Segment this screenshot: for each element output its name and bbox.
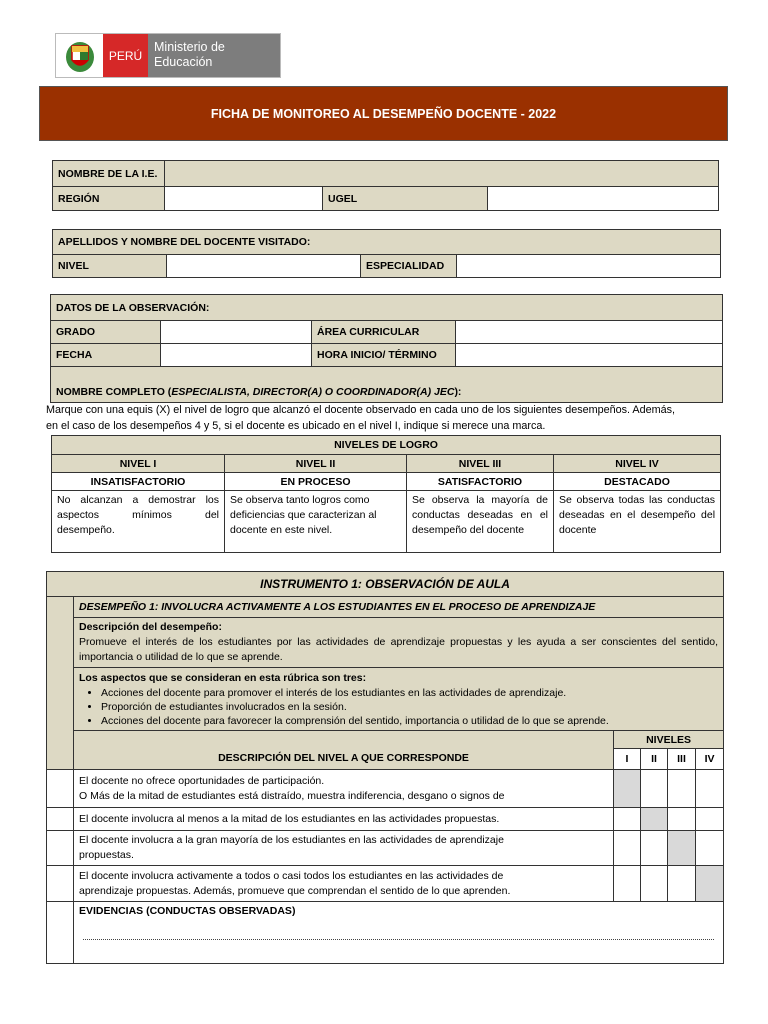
minedu-logo bbox=[55, 33, 281, 78]
evidencias-label: EVIDENCIAS (CONDUCTAS OBSERVADAS) bbox=[79, 905, 296, 917]
grado-label: GRADO bbox=[51, 321, 161, 344]
row-2-nivel-iv-checkbox[interactable] bbox=[696, 808, 724, 831]
row-3-line-1: El docente involucra a la gran mayoría de los estudiantes en las actividades de aprendizaje bbox=[79, 834, 504, 846]
row-4-nivel-iv-checkbox[interactable] bbox=[696, 866, 724, 902]
ministry-line-1: Ministerio de bbox=[154, 40, 225, 54]
nivel-2-header: NIVEL II bbox=[225, 455, 407, 473]
ministry-line-2: Educación bbox=[154, 55, 213, 69]
row-3-nivel-i-checkbox[interactable] bbox=[614, 831, 641, 866]
nivel-4-desc: Se observa todas las conductas deseadas en el desempeño del docente bbox=[554, 491, 721, 553]
niveles-logro-table bbox=[51, 435, 721, 553]
row-4-line-2: aprendizaje propuestas. Además, promueve que comprendan el sentido de lo que aprenden. bbox=[79, 884, 511, 897]
row-2-nivel-ii-checkbox[interactable] bbox=[641, 808, 668, 831]
aspecto-item: • Acciones del docente para favorecer la comprensión del sentido, importancia o utilidad de lo que se aprende. bbox=[101, 714, 718, 728]
nivel-2-nombre: EN PROCESO bbox=[225, 473, 407, 491]
ie-table bbox=[52, 160, 719, 211]
instrumento-table bbox=[46, 571, 724, 964]
row-3-desc bbox=[74, 831, 614, 866]
nombre-completo-label bbox=[51, 367, 723, 403]
row-spacer bbox=[47, 770, 74, 808]
row-3-line-2: propuestas. bbox=[79, 849, 134, 861]
nombre-completo-suffix: ): bbox=[454, 386, 462, 398]
row-spacer bbox=[47, 902, 74, 964]
evidencias-dotted-line bbox=[83, 939, 714, 940]
table-row bbox=[47, 866, 724, 902]
docente-table bbox=[52, 229, 721, 278]
row-spacer bbox=[47, 808, 74, 831]
row-1-nivel-iii-checkbox[interactable] bbox=[668, 770, 696, 808]
instrumento-title bbox=[47, 572, 724, 597]
nivel-3-nombre: SATISFACTORIO bbox=[407, 473, 554, 491]
nivel-2-desc: Se observa tanto logros como deficiencias que caracterizan al docente en este nivel. bbox=[225, 491, 407, 553]
row-4-nivel-ii-checkbox[interactable] bbox=[641, 866, 668, 902]
nivel-field[interactable] bbox=[167, 255, 361, 278]
row-4-desc bbox=[74, 866, 614, 902]
row-1-nivel-iv-checkbox[interactable] bbox=[696, 770, 724, 808]
nivel-1-desc: No alcanzan a demostrar los aspectos mínimos del desempeño. bbox=[52, 491, 225, 553]
row-1-nivel-i-checkbox[interactable] bbox=[614, 770, 641, 808]
row-2-nivel-iii-checkbox[interactable] bbox=[668, 808, 696, 831]
instruction-line-2: en el caso de los desempeños 4 y 5, si el docente es ubicado en el nivel I, indique si merece una marca. bbox=[46, 420, 546, 432]
row-4-line-1: El docente involucra activamente a todos o casi todos los estudiantes en las actividades de bbox=[79, 869, 504, 882]
coat-of-arms-icon bbox=[56, 34, 103, 77]
area-label: ÁREA CURRICULAR bbox=[312, 321, 456, 344]
nivel-4-header: NIVEL IV bbox=[554, 455, 721, 473]
nivel-label: NIVEL bbox=[53, 255, 167, 278]
hora-field[interactable] bbox=[456, 344, 723, 367]
niveles-col-ii: II bbox=[641, 749, 668, 770]
table-row bbox=[47, 831, 724, 866]
descripcion-desempeno bbox=[74, 618, 724, 668]
descripcion-text: Promueve el interés de los estudiantes por las actividades de aprendizaje propuestas y les ayuda a ser conscientes del sentido, importancia o utilidad de lo que se aprende. bbox=[79, 636, 719, 663]
instrumento-title-text: INSTRUMENTO 1: OBSERVACIÓN DE AULA bbox=[260, 577, 510, 591]
row-spacer bbox=[47, 831, 74, 866]
nivel-4-nombre: DESTACADO bbox=[554, 473, 721, 491]
hora-label: HORA INICIO/ TÉRMINO bbox=[312, 344, 456, 367]
row-4-nivel-i-checkbox[interactable] bbox=[614, 866, 641, 902]
row-3-nivel-iv-checkbox[interactable] bbox=[696, 831, 724, 866]
region-label: REGIÓN bbox=[53, 187, 165, 211]
nivel-3-header: NIVEL III bbox=[407, 455, 554, 473]
row-2-desc bbox=[74, 808, 614, 831]
nombre-completo-roles: ESPECIALISTA, DIRECTOR(A) O COORDINADOR(A) JEC bbox=[171, 386, 455, 398]
niveles-col-iii: III bbox=[668, 749, 696, 770]
observacion-table bbox=[50, 294, 723, 403]
table-row bbox=[47, 808, 724, 831]
nivel-1-header: NIVEL I bbox=[52, 455, 225, 473]
area-field[interactable] bbox=[456, 321, 723, 344]
instruction-text bbox=[46, 402, 726, 434]
row-1-desc bbox=[74, 770, 614, 808]
aspecto-item: • Proporción de estudiantes involucrados en la sesión. bbox=[101, 700, 718, 714]
niveles-header: NIVELES bbox=[614, 731, 724, 749]
ugel-label: UGEL bbox=[323, 187, 488, 211]
region-field[interactable] bbox=[165, 187, 323, 211]
grado-field[interactable] bbox=[161, 321, 312, 344]
docente-nombre-label: APELLIDOS Y NOMBRE DEL DOCENTE VISITADO: bbox=[53, 230, 721, 255]
datos-observacion-label: DATOS DE LA OBSERVACIÓN: bbox=[51, 295, 723, 321]
page-title: FICHA DE MONITOREO AL DESEMPEÑO DOCENTE - 2022 bbox=[39, 86, 728, 141]
fecha-label: FECHA bbox=[51, 344, 161, 367]
niveles-col-i: I bbox=[614, 749, 641, 770]
row-2-nivel-i-checkbox[interactable] bbox=[614, 808, 641, 831]
nivel-3-desc: Se observa la mayoría de conductas deseadas en el desempeño del docente bbox=[407, 491, 554, 553]
instruction-line-1: Marque con una equis (X) el nivel de logro que alcanzó el docente observado en cada uno de los siguientes desempeños. Además, bbox=[46, 404, 676, 416]
instrumento-side-band bbox=[47, 597, 74, 770]
niveles-logro-header: NIVELES DE LOGRO bbox=[52, 436, 721, 455]
aspectos-label: Los aspectos que se consideran en esta rúbrica son tres: bbox=[79, 672, 367, 684]
table-row bbox=[47, 770, 724, 808]
niveles-col-iv: IV bbox=[696, 749, 724, 770]
aspecto-item: • Acciones del docente para promover el interés de los estudiantes en las actividades de aprendizaje. bbox=[101, 686, 718, 700]
desempeno-title bbox=[74, 597, 724, 618]
especialidad-field[interactable] bbox=[457, 255, 721, 278]
evidencias-box[interactable] bbox=[74, 902, 724, 964]
row-spacer bbox=[47, 866, 74, 902]
aspectos-list bbox=[79, 686, 718, 728]
row-2-line-1: El docente involucra al menos a la mitad de los estudiantes en las actividades propuestas. bbox=[79, 813, 500, 825]
desc-nivel-header: DESCRIPCIÓN DEL NIVEL A QUE CORRESPONDE bbox=[74, 731, 614, 770]
row-1-nivel-ii-checkbox[interactable] bbox=[641, 770, 668, 808]
descripcion-label: Descripción del desempeño: bbox=[79, 621, 222, 633]
nombre-completo-prefix: NOMBRE COMPLETO ( bbox=[56, 386, 172, 398]
ugel-field[interactable] bbox=[488, 187, 719, 211]
fecha-field[interactable] bbox=[161, 344, 312, 367]
nombre-ie-label: NOMBRE DE LA I.E. bbox=[53, 161, 165, 187]
row-1-line-2: O Más de la mitad de estudiantes está distraído, muestra indiferencia, desgano o signos de bbox=[79, 789, 505, 802]
nombre-ie-field[interactable] bbox=[165, 161, 719, 187]
desempeno-title-text: DESEMPEÑO 1: INVOLUCRA ACTIVAMENTE A LOS ESTUDIANTES EN EL PROCESO DE APRENDIZAJE bbox=[79, 601, 596, 613]
peru-label: PERÚ bbox=[103, 34, 148, 77]
row-3-nivel-ii-checkbox[interactable] bbox=[641, 831, 668, 866]
ministry-label bbox=[148, 34, 280, 77]
row-4-nivel-iii-checkbox[interactable] bbox=[668, 866, 696, 902]
especialidad-label: ESPECIALIDAD bbox=[361, 255, 457, 278]
nivel-1-nombre: INSATISFACTORIO bbox=[52, 473, 225, 491]
aspectos-rubrica bbox=[74, 668, 724, 731]
row-1-line-1: El docente no ofrece oportunidades de participación. bbox=[79, 774, 325, 787]
row-3-nivel-iii-checkbox[interactable] bbox=[668, 831, 696, 866]
